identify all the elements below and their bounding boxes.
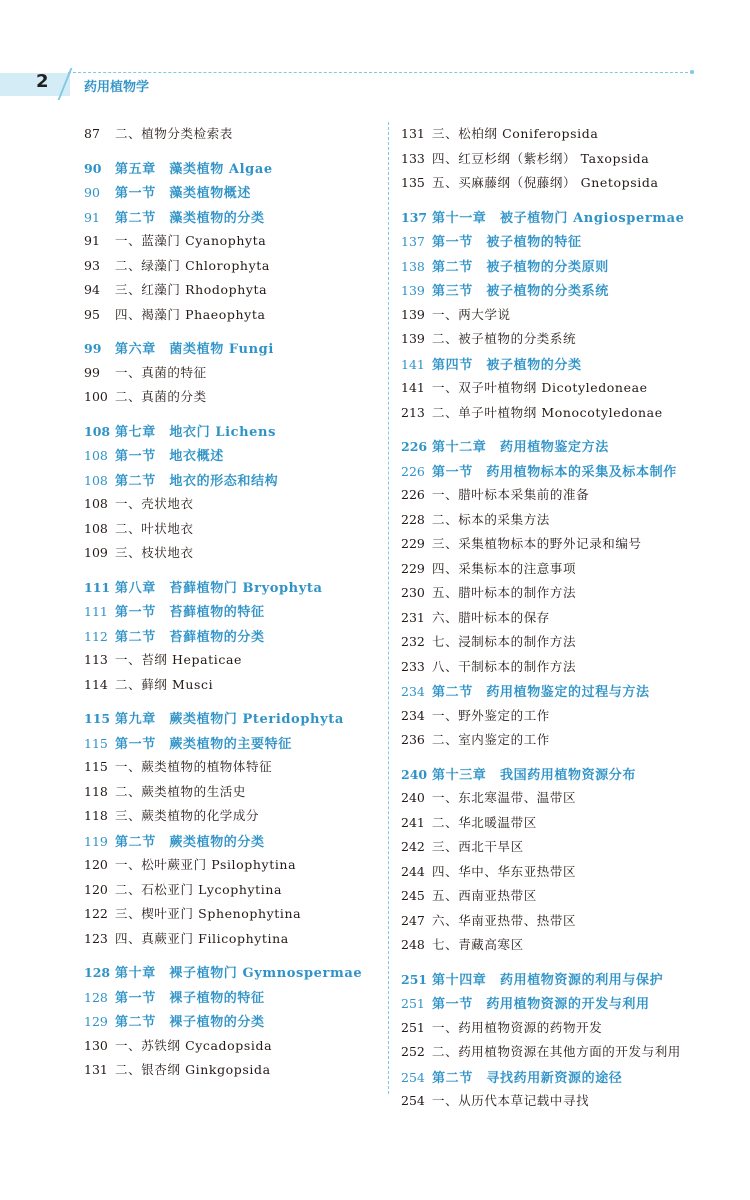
toc-title: 第一节 药用植物资源的开发与利用 (432, 997, 650, 1012)
toc-entry-item (84, 757, 384, 782)
toc-page-number: 233 (401, 658, 425, 674)
toc-title: 六、腊叶标本的保存 (432, 609, 550, 625)
toc-page-number: 91 (84, 209, 100, 225)
toc-title: 第八章 苔藓植物门 Bryophyta (115, 580, 323, 596)
toc-entry-section (84, 445, 384, 470)
toc-title: 第二节 被子植物的分类原则 (432, 259, 609, 275)
toc-entry-item (401, 485, 701, 510)
toc-entry-item (401, 403, 701, 428)
toc-page-number: 248 (401, 937, 425, 952)
header-rule-dot (690, 70, 694, 74)
toc-entry-item (401, 657, 701, 682)
toc-title: 一、苔纲 Hepaticae (115, 652, 242, 667)
toc-title: 一、药用植物资源的药物开发 (432, 1019, 603, 1035)
toc-page-number: 234 (401, 707, 425, 723)
column-divider (388, 122, 389, 1094)
toc-page-number: 128 (84, 965, 111, 980)
toc-entry-item (401, 813, 701, 838)
toc-entry-chapter (84, 421, 384, 446)
toc-entry-chapter (84, 338, 384, 363)
toc-page-number: 111 (84, 579, 111, 595)
toc-title: 四、红豆杉纲（紫杉纲） Taxopsida (432, 150, 650, 166)
toc-page-number: 115 (84, 759, 108, 774)
toc-entry-item (401, 730, 701, 755)
toc-entry-section (401, 1067, 701, 1092)
toc-page-number: 254 (401, 1069, 425, 1085)
toc-entry-item (84, 880, 384, 905)
toc-entry-section (401, 256, 701, 281)
toc-page-number: 226 (401, 487, 425, 502)
toc-entry-item (84, 124, 384, 149)
toc-page-number: 90 (84, 160, 102, 176)
toc-page-number: 139 (401, 306, 425, 322)
toc-entry-item (84, 650, 384, 675)
toc-entry-item (84, 519, 384, 544)
toc-entry-section (84, 733, 384, 758)
toc-title: 第二节 药用植物鉴定的过程与方法 (432, 685, 650, 700)
toc-entry-item (401, 1042, 701, 1067)
toc-title: 第十一章 被子植物门 Angiospermae (432, 210, 685, 226)
toc-entry-item (401, 788, 701, 813)
toc-page-number: 114 (84, 676, 108, 692)
toc-page-number: 228 (401, 511, 425, 527)
toc-page-number: 113 (84, 652, 108, 667)
toc-title: 第九章 蕨类植物门 Pteridophyta (115, 712, 344, 727)
toc-title: 第二节 藻类植物的分类 (115, 210, 265, 226)
toc-page-number: 130 (84, 1037, 108, 1053)
toc-title: 一、蓝藻门 Cyanophyta (115, 233, 267, 248)
toc-page-number: 141 (401, 380, 425, 395)
toc-title: 一、东北寒温带、温带区 (432, 790, 577, 805)
toc-page-number: 120 (84, 881, 108, 897)
toc-title: 第一节 蕨类植物的主要特征 (115, 736, 292, 752)
toc-title: 三、采集植物标本的野外记录和编号 (432, 536, 642, 551)
toc-page-number: 99 (84, 341, 102, 356)
toc-title: 六、华南亚热带、热带区 (432, 912, 577, 928)
toc-page-number: 118 (84, 783, 108, 799)
toc-page-number: 94 (84, 282, 100, 297)
toc-title: 二、蕨类植物的生活史 (115, 783, 247, 799)
toc-title: 第十章 裸子植物门 Gymnospermae (115, 966, 363, 981)
toc-title: 三、枝状地衣 (115, 545, 194, 560)
toc-page-number: 137 (401, 234, 425, 249)
toc-entry-item (84, 280, 384, 305)
toc-title: 二、室内鉴定的工作 (432, 732, 550, 747)
toc-title: 五、腊叶标本的制作方法 (432, 585, 577, 600)
toc-entry-section (401, 231, 701, 256)
toc-entry-item (401, 911, 701, 936)
toc-page-number: 91 (84, 233, 100, 248)
toc-entry-item (84, 543, 384, 568)
toc-entry-item (401, 329, 701, 354)
toc-page-number: 128 (84, 989, 108, 1005)
toc-page-number: 229 (401, 536, 425, 551)
toc-page-number: 240 (401, 766, 428, 782)
toc-entry-item (401, 1091, 701, 1116)
toc-title: 第六章 菌类植物 Fungi (115, 342, 274, 357)
toc-entry-item (401, 608, 701, 633)
toc-entry-item (401, 583, 701, 608)
toc-entry-item (84, 806, 384, 831)
toc-page-number: 247 (401, 912, 425, 928)
header-rule (68, 72, 693, 73)
toc-page-number: 240 (401, 790, 425, 805)
toc-title: 一、真菌的特征 (115, 364, 207, 380)
toc-page-number: 252 (401, 1044, 425, 1059)
toc-entry-item (84, 305, 384, 330)
toc-title: 四、采集标本的注意事项 (432, 560, 577, 576)
toc-page-number: 119 (84, 833, 108, 849)
toc-page-number: 87 (84, 126, 100, 141)
toc-entry-section (84, 182, 384, 207)
toc-page-number: 131 (401, 126, 425, 141)
toc-title: 三、楔叶亚门 Sphenophytina (115, 906, 302, 921)
toc-title: 五、买麻藤纲（倪藤纲） Gnetopsida (432, 175, 659, 190)
toc-entry-section (84, 626, 384, 651)
toc-entry-chapter (84, 577, 384, 602)
toc-entry-section (84, 207, 384, 232)
toc-title: 第二节 地衣的形态和结构 (115, 473, 279, 489)
toc-title: 二、绿藻门 Chlorophyta (115, 257, 270, 273)
page-number: 2 (36, 71, 49, 92)
toc-entry-section (84, 601, 384, 626)
toc-page-number: 112 (84, 628, 108, 644)
toc-title: 第一节 苔藓植物的特征 (115, 605, 265, 620)
toc-page-number: 213 (401, 404, 425, 420)
toc-page-number: 90 (84, 185, 100, 200)
toc-page-number: 108 (84, 472, 108, 488)
toc-entry-item (84, 855, 384, 880)
toc-title: 第二节 蕨类植物的分类 (115, 834, 265, 850)
toc-entry-section (84, 987, 384, 1012)
toc-page-number: 118 (84, 808, 108, 823)
toc-page-number: 115 (84, 735, 108, 751)
toc-page-number: 108 (84, 520, 108, 536)
toc-title: 二、银杏纲 Ginkgopsida (115, 1062, 271, 1077)
toc-entry-section (84, 831, 384, 856)
toc-title: 第一节 被子植物的特征 (432, 235, 582, 250)
toc-title: 一、两大学说 (432, 306, 511, 322)
toc-title: 一、松叶蕨亚门 Psilophytina (115, 857, 297, 872)
toc-entry-item (401, 173, 701, 198)
toc-entry-item (401, 534, 701, 559)
toc-page-number: 123 (84, 930, 108, 946)
toc-title: 三、西北干旱区 (432, 839, 524, 854)
toc-title: 一、腊叶标本采集前的准备 (432, 487, 590, 502)
toc-title: 七、浸制标本的制作方法 (432, 634, 577, 649)
toc-page-number: 141 (401, 356, 425, 372)
toc-title: 第一节 藻类植物概述 (115, 186, 252, 201)
toc-title: 一、蕨类植物的植物体特征 (115, 759, 273, 774)
toc-page-number: 231 (401, 609, 425, 625)
toc-page-number: 229 (401, 560, 425, 576)
toc-entry-item (84, 929, 384, 954)
toc-entry-item (401, 886, 701, 911)
toc-page-number: 138 (401, 258, 425, 274)
toc-entry-item (401, 632, 701, 657)
toc-page-number: 122 (84, 906, 108, 921)
toc-page-number: 234 (401, 684, 425, 699)
toc-title: 二、药用植物资源在其他方面的开发与利用 (432, 1044, 681, 1059)
toc-title: 二、石松亚门 Lycophytina (115, 881, 283, 897)
toc-entry-item (84, 387, 384, 412)
toc-title: 二、被子植物的分类系统 (432, 331, 577, 346)
toc-entry-section (84, 470, 384, 495)
toc-entry-item (84, 904, 384, 929)
toc-title: 三、松柏纲 Coniferopsida (432, 126, 599, 141)
toc-page-number: 93 (84, 257, 100, 273)
toc-title: 三、红藻门 Rhodophyta (115, 282, 268, 297)
toc-page-number: 251 (401, 996, 425, 1011)
toc-entry-section (401, 461, 701, 486)
toc-entry-item (84, 231, 384, 256)
toc-title: 二、华北暖温带区 (432, 814, 537, 830)
toc-page-number: 111 (84, 604, 108, 619)
toc-title: 第五章 藻类植物 Algae (115, 161, 273, 177)
toc-entry-item (401, 510, 701, 535)
toc-page-number: 133 (401, 150, 425, 166)
toc-title: 第十四章 药用植物资源的利用与保护 (432, 972, 664, 988)
toc-title: 二、单子叶植物纲 Monocotyledonae (432, 404, 663, 420)
toc-entry-section (401, 280, 701, 305)
toc-entry-item (401, 559, 701, 584)
toc-title: 二、藓纲 Musci (115, 676, 214, 692)
toc-page-number: 108 (84, 448, 108, 463)
toc-entry-item (401, 378, 701, 403)
toc-title: 八、干制标本的制作方法 (432, 658, 577, 674)
toc-title: 第一节 药用植物标本的采集及标本制作 (432, 464, 677, 480)
toc-page-number: 100 (84, 389, 108, 404)
toc-title: 第一节 地衣概述 (115, 449, 224, 464)
toc-page-number: 236 (401, 732, 425, 747)
toc-page-number: 108 (84, 496, 108, 511)
toc-title: 第十三章 我国药用植物资源分布 (432, 767, 637, 783)
toc-page-number: 99 (84, 364, 100, 380)
toc-page-number: 95 (84, 306, 100, 322)
toc-title: 第二节 苔藓植物的分类 (115, 629, 265, 645)
toc-entry-item (84, 256, 384, 281)
toc-entry-item (401, 706, 701, 731)
toc-entry-section (401, 354, 701, 379)
toc-title: 第三节 被子植物的分类系统 (432, 284, 609, 299)
toc-entry-chapter (84, 962, 384, 987)
toc-page-number: 135 (401, 175, 425, 190)
toc-title: 二、植物分类检索表 (115, 126, 233, 141)
toc-title: 五、西南亚热带区 (432, 888, 537, 903)
toc-entry-section (84, 1011, 384, 1036)
toc-page-number: 251 (401, 1019, 425, 1035)
toc-page-number: 115 (84, 711, 111, 726)
toc-entry-section (401, 681, 701, 706)
toc-title: 三、蕨类植物的化学成分 (115, 808, 260, 823)
toc-entry-chapter (401, 969, 701, 994)
toc-entry-section (401, 993, 701, 1018)
toc-title: 第四节 被子植物的分类 (432, 357, 582, 373)
toc-page-number: 129 (84, 1014, 108, 1029)
toc-page-number: 242 (401, 839, 425, 854)
toc-entry-item (84, 1036, 384, 1061)
toc-title: 一、双子叶植物纲 Dicotyledoneae (432, 380, 648, 395)
toc-page-number: 241 (401, 814, 425, 830)
toc-page-number: 251 (401, 971, 428, 987)
toc-entry-chapter (84, 708, 384, 733)
toc-entry-item (401, 935, 701, 960)
toc-page-number: 226 (401, 463, 425, 479)
toc-page-number: 108 (84, 423, 111, 439)
toc-left-column (84, 124, 384, 1085)
toc-title: 四、真蕨亚门 Filicophytina (115, 930, 289, 946)
toc-title: 一、从历代本草记载中寻找 (432, 1093, 590, 1108)
toc-title: 第一节 裸子植物的特征 (115, 990, 265, 1006)
toc-title: 二、叶状地衣 (115, 520, 194, 536)
toc-page-number: 245 (401, 888, 425, 903)
toc-title: 第二节 寻找药用新资源的途径 (432, 1070, 623, 1086)
toc-title: 七、青藏高寒区 (432, 937, 524, 952)
toc-entry-item (84, 675, 384, 700)
toc-page-number: 120 (84, 857, 108, 872)
toc-title: 第二节 裸子植物的分类 (115, 1015, 265, 1030)
toc-page-number: 244 (401, 863, 425, 879)
toc-title: 第十二章 药用植物鉴定方法 (432, 440, 609, 455)
toc-entry-item (84, 494, 384, 519)
toc-title: 第七章 地衣门 Lichens (115, 424, 277, 440)
toc-entry-item (401, 305, 701, 330)
toc-title: 二、标本的采集方法 (432, 511, 550, 527)
toc-title: 二、真菌的分类 (115, 389, 207, 404)
toc-entry-item (401, 837, 701, 862)
toc-page-number: 109 (84, 545, 108, 560)
toc-page-number: 230 (401, 585, 425, 600)
toc-entry-chapter (401, 436, 701, 461)
toc-page-number: 254 (401, 1093, 425, 1108)
toc-page-number: 137 (401, 209, 428, 225)
toc-entry-chapter (401, 764, 701, 789)
toc-right-column (401, 124, 701, 1116)
toc-title: 四、褐藻门 Phaeophyta (115, 306, 266, 322)
toc-title: 一、野外鉴定的工作 (432, 707, 550, 723)
toc-entry-chapter (401, 207, 701, 232)
toc-entry-chapter (84, 158, 384, 183)
toc-page-number: 139 (401, 331, 425, 346)
toc-entry-item (84, 782, 384, 807)
toc-page-number: 131 (84, 1062, 108, 1077)
toc-entry-item (401, 124, 701, 149)
toc-title: 一、苏铁纲 Cycadopsida (115, 1037, 273, 1053)
toc-title: 四、华中、华东亚热带区 (432, 863, 577, 879)
toc-entry-item (401, 1018, 701, 1043)
toc-entry-item (401, 149, 701, 174)
toc-page-number: 226 (401, 439, 428, 454)
book-title: 药用植物学 (84, 80, 150, 95)
toc-page-number: 139 (401, 283, 425, 298)
toc-entry-item (401, 862, 701, 887)
toc-page-number: 232 (401, 634, 425, 649)
toc-entry-item (84, 363, 384, 388)
toc-title: 一、壳状地衣 (115, 496, 194, 511)
toc-entry-item (84, 1060, 384, 1085)
